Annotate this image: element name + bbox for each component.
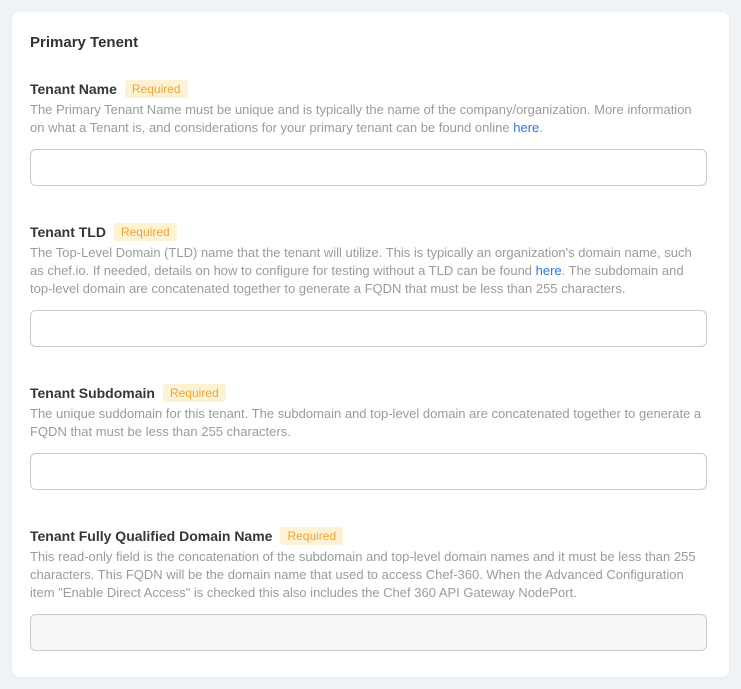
tenant-tld-required-badge: Required xyxy=(114,223,177,241)
tenant-tld-label: Tenant TLD xyxy=(30,224,106,240)
tenant-name-required-badge: Required xyxy=(125,80,188,98)
field-tenant-name xyxy=(30,79,707,186)
tenant-tld-description-tail: . The subdomain and top-level domain are concatenated together to generate a FQDN that must be less than 255 characters. xyxy=(30,263,684,296)
tenant-tld-description-text: The Top-Level Domain (TLD) name that the tenant will utilize. This is typically an organization's domain name, such as chef.io. If needed, details on how to configure for testing without a TLD can be found xyxy=(30,245,692,278)
tenant-subdomain-required-badge: Required xyxy=(163,384,226,402)
tenant-subdomain-description-text: The unique suddomain for this tenant. The subdomain and top-level domain are concatenated together to generate a FQDN that must be less than 255 characters. xyxy=(30,406,702,439)
tenant-fqdn-required-badge: Required xyxy=(280,527,343,545)
tenant-name-description xyxy=(30,101,707,137)
tenant-subdomain-label: Tenant Subdomain xyxy=(30,385,155,401)
tenant-name-label: Tenant Name xyxy=(30,81,117,97)
tenant-fqdn-description xyxy=(30,548,707,602)
tenant-name-description-text: The Primary Tenant Name must be unique and is typically the name of the company/organization. More information on what a Tenant is, and considerations for your primary tenant can be found online xyxy=(30,102,692,135)
primary-tenant-form-card xyxy=(12,12,729,677)
tenant-tld-input[interactable] xyxy=(30,310,707,347)
tenant-name-help-link[interactable]: here xyxy=(513,120,540,135)
tenant-subdomain-input[interactable] xyxy=(30,453,707,490)
field-tenant-subdomain xyxy=(30,383,707,490)
tenant-tld-help-link[interactable]: here xyxy=(535,263,562,278)
field-tenant-fqdn xyxy=(30,526,707,651)
tenant-tld-description xyxy=(30,244,707,298)
page-title: Primary Tenent xyxy=(30,34,139,51)
tenant-fqdn-input xyxy=(30,614,707,651)
tenant-name-input[interactable] xyxy=(30,149,707,186)
field-tenant-tld xyxy=(30,222,707,347)
tenant-fqdn-label-row xyxy=(30,526,707,546)
tenant-name-description-tail: . xyxy=(539,120,543,135)
tenant-subdomain-description xyxy=(30,405,707,441)
tenant-subdomain-label-row xyxy=(30,383,707,403)
tenant-name-label-row xyxy=(30,79,707,99)
tenant-fqdn-label: Tenant Fully Qualified Domain Name xyxy=(30,528,273,544)
tenant-fqdn-description-text: This read-only field is the concatenation of the subdomain and top-level domain names and it must be less than 255 characters. This FQDN will be the domain name that used to access Chef-360. When the Advanced Configuration item "Enable Direct Access" is checked this also includes the Chef 360 API Gateway NodePort. xyxy=(30,549,696,600)
tenant-tld-label-row xyxy=(30,222,707,242)
